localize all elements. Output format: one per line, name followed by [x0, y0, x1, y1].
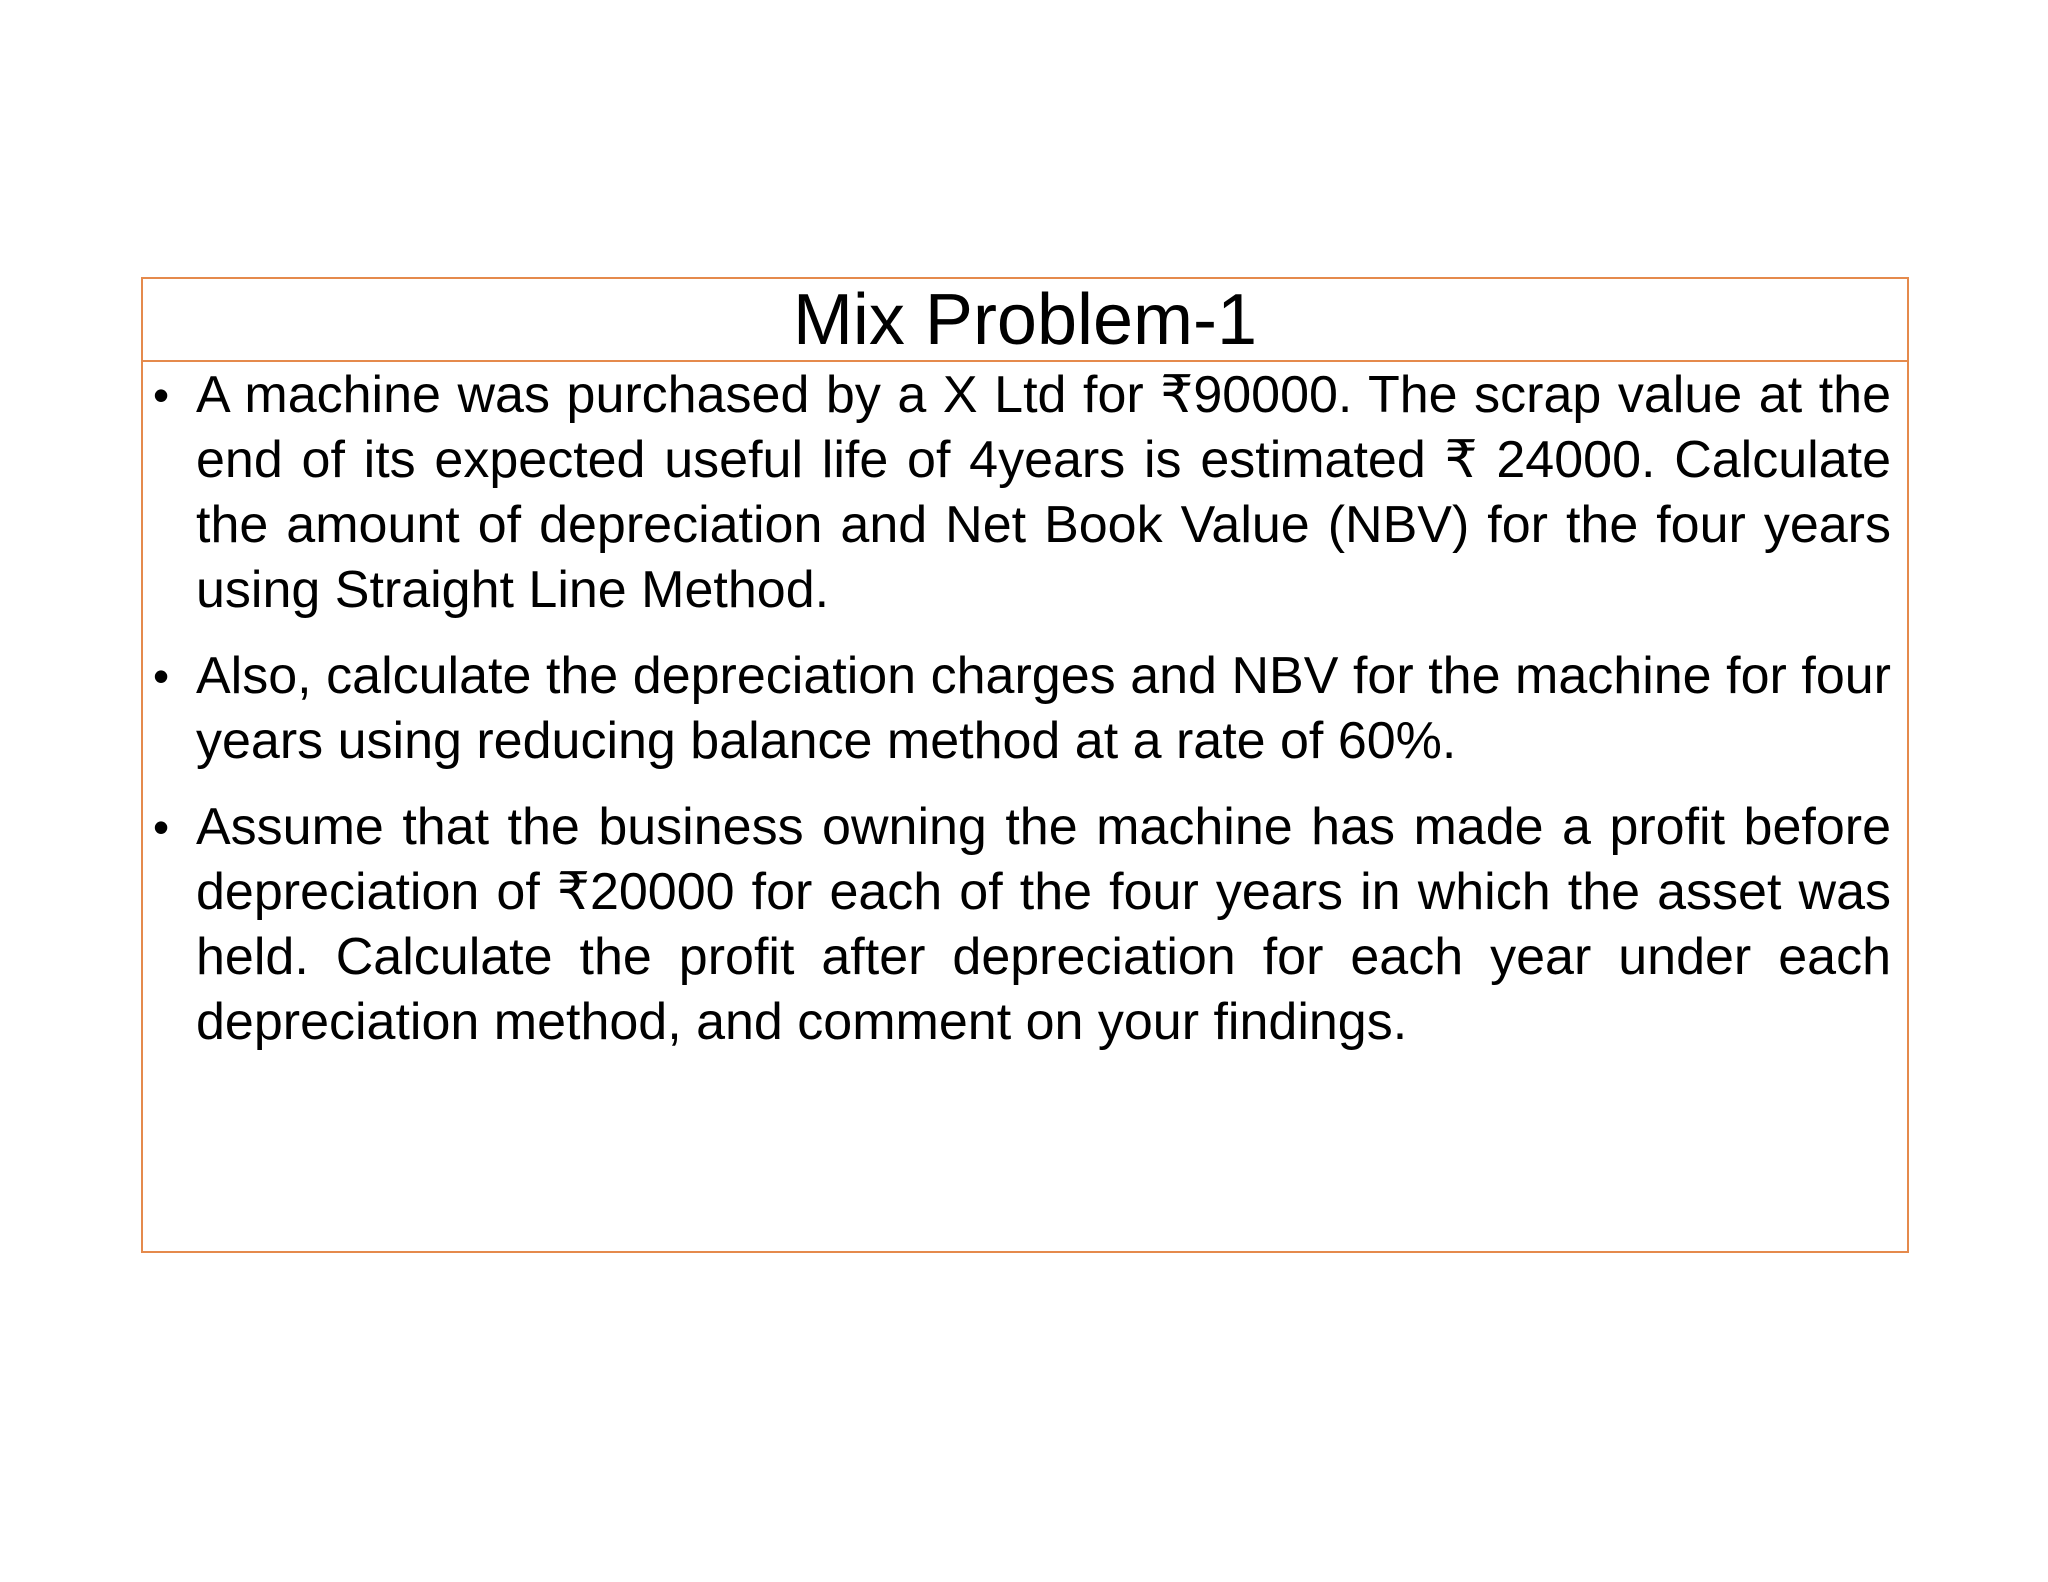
- title-row: [143, 279, 1907, 362]
- bullet-text: Also, calculate the depreciation charges and NBV for the machine for four years using reducing balance method at a rate of 60%.: [196, 647, 1891, 770]
- bullet-icon: •: [153, 369, 170, 421]
- problem-box: [141, 277, 1909, 1253]
- bullet-item-profit: [153, 795, 1891, 1055]
- bullet-item-reducing-balance: [153, 644, 1891, 774]
- bullet-text: Assume that the business owning the machine has made a profit before depreciation of ₹20000 for each of the four years in which the asset was held. Calculate the profit after depreciation for each year under each depreciation method, and comment on your findings.: [196, 798, 1891, 1051]
- slide-title: Mix Problem-1: [792, 279, 1258, 360]
- bullet-text: A machine was purchased by a X Ltd for ₹90000. The scrap value at the end of its expected useful life of 4years is estimated ₹ 24000. Calculate the amount of depreciation and Net Book Value (NBV) for the four years using Straight Line Method.: [196, 366, 1891, 619]
- bullet-icon: •: [153, 650, 170, 702]
- bullet-icon: •: [153, 801, 170, 853]
- bullet-list: [143, 362, 1907, 1055]
- bullet-item-purchase: [153, 363, 1891, 623]
